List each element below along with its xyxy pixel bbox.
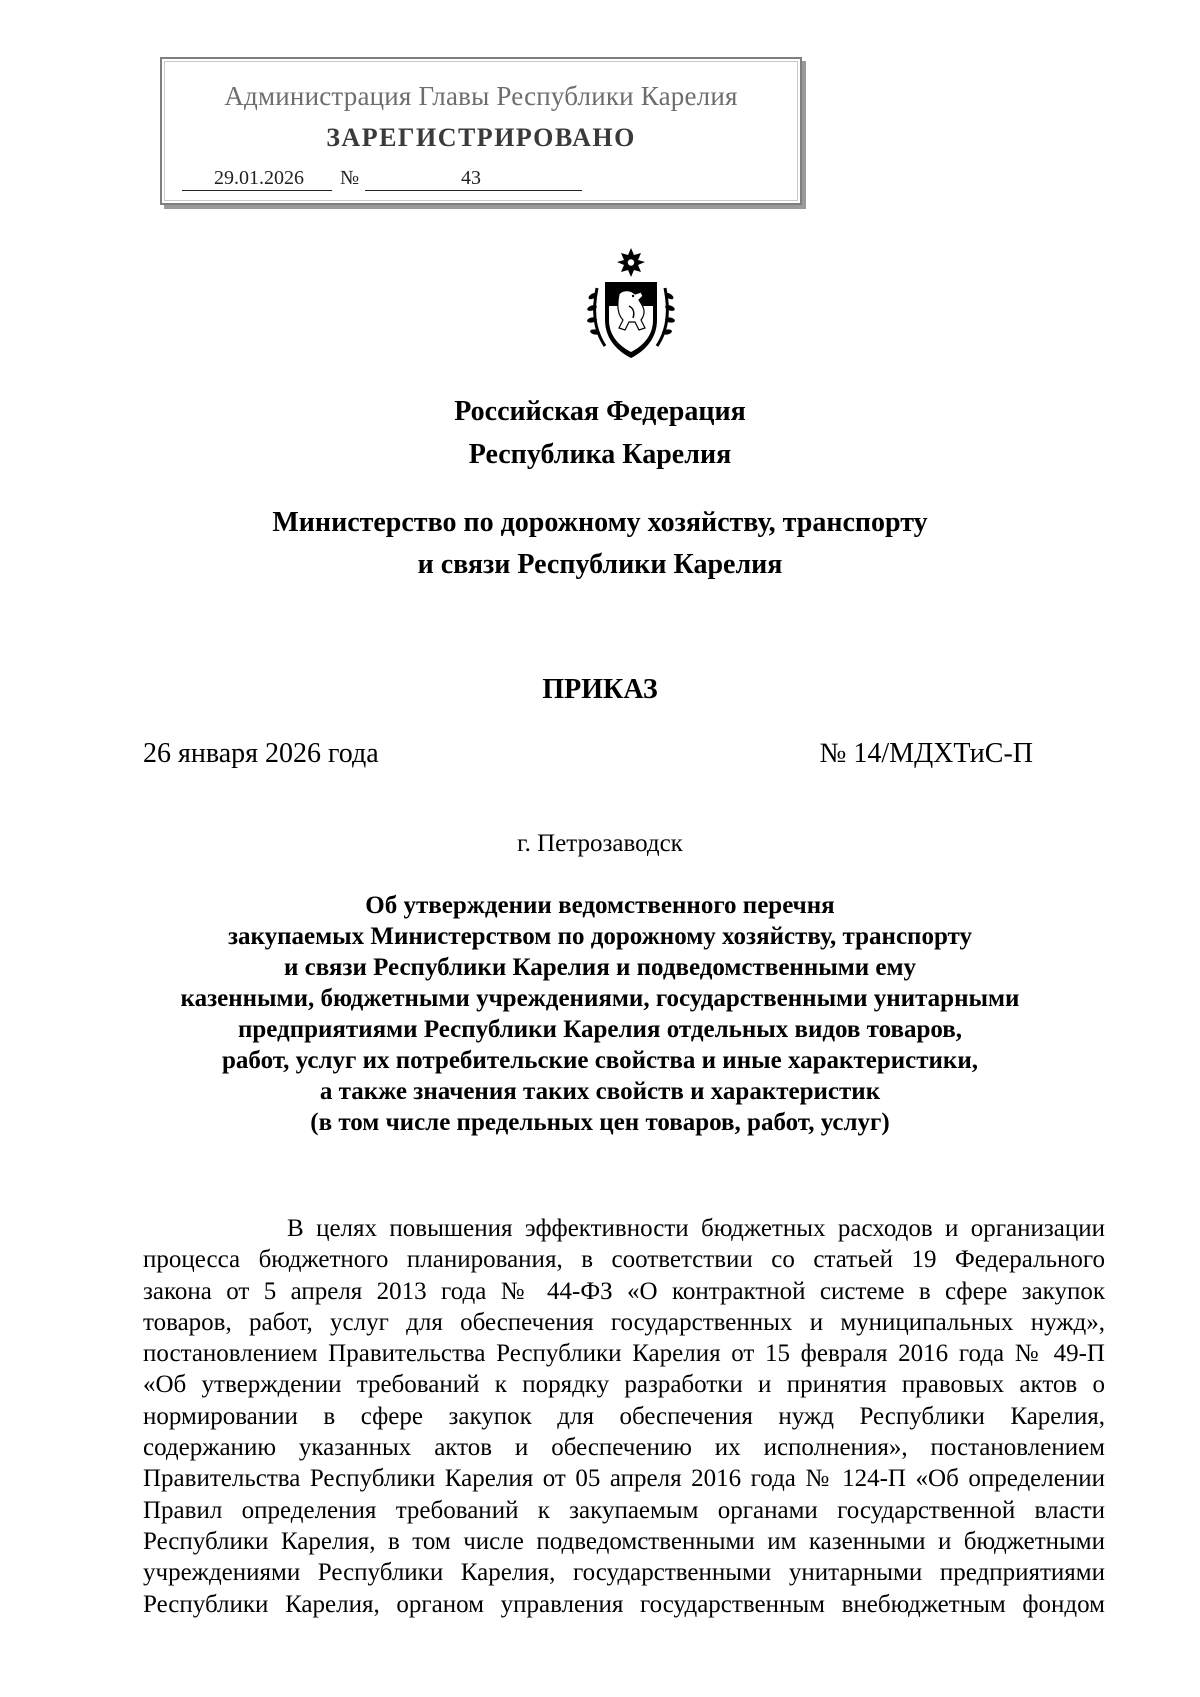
title-line: работ, услуг их потребительские свойства и иные характеристики, xyxy=(222,1047,978,1074)
title-line: предприятиями Республики Карелия отдельных видов товаров, xyxy=(237,1016,963,1043)
republic-heading: Республика Карелия xyxy=(468,439,732,470)
order-title xyxy=(0,890,1200,1138)
body-paragraph xyxy=(143,1213,1105,1620)
body-line: Правил определения требований к закупаемым органами государственной власти xyxy=(143,1496,1105,1524)
title-line: закупаемых Министерством по дорожному хозяйству, транспорту xyxy=(228,923,972,950)
body-line: постановлением Правительства Республики Карелия от 15 февраля 2016 года № 49-П xyxy=(143,1340,1105,1368)
coat-of-arms-icon xyxy=(585,248,677,366)
city: г. Петрозаводск xyxy=(517,830,683,857)
stamp-number-underline xyxy=(365,190,582,191)
body-line: «Об утверждении требований к порядку разработки и принятия правовых актов о xyxy=(143,1371,1105,1399)
title-line: и связи Республики Карелия и подведомственными ему xyxy=(283,954,917,981)
stamp-date: 29.01.2026 xyxy=(214,167,304,189)
stamp-date-underline xyxy=(182,190,332,191)
stamp-organization: Администрация Главы Республики Карелия xyxy=(224,81,738,111)
country-heading: Российская Федерация xyxy=(454,396,746,427)
order-number: № 14/МДХТиС-П xyxy=(819,738,1033,769)
stamp-status: ЗАРЕГИСТРИРОВАНО xyxy=(326,123,636,152)
body-line: нормировании в сфере закупок для обеспечения нужд Республики Карелия, xyxy=(143,1402,1105,1430)
registration-stamp xyxy=(160,57,802,205)
title-line: (в том числе предельных цен товаров, работ, услуг) xyxy=(310,1109,890,1136)
body-line: процесса бюджетного планирования, в соответствии со статьей 19 Федерального xyxy=(143,1246,1105,1274)
ministry-heading-line2: и связи Республики Карелия xyxy=(417,549,783,580)
stamp-number: 43 xyxy=(461,167,481,189)
body-line: Правительства Республики Карелия от 05 апреля 2016 года № 124-П «Об определении xyxy=(143,1465,1105,1493)
stamp-registration-line xyxy=(182,167,782,193)
ministry-heading-line1: Министерство по дорожному хозяйству, транспорту xyxy=(272,507,928,538)
body-line: содержанию указанных актов и обеспечению их исполнения», постановлением xyxy=(143,1434,1105,1462)
title-line: казенными, бюджетными учреждениями, государственными унитарными xyxy=(180,985,1020,1012)
body-line: товаров, работ, услуг для обеспечения государственных и муниципальных нужд», xyxy=(143,1308,1105,1336)
order-date: 26 января 2026 года xyxy=(143,738,379,769)
stamp-number-label: № xyxy=(340,167,360,189)
body-line: учреждениями Республики Карелия, государственными унитарными предприятиями xyxy=(143,1559,1105,1587)
star-icon xyxy=(617,248,645,277)
title-line: Об утверждении ведомственного перечня xyxy=(365,892,835,919)
body-line: Республики Карелия, в том числе подведомственными им казенными и бюджетными xyxy=(143,1527,1105,1555)
body-line: Республики Карелия, органом управления государственным внебюджетным фондом xyxy=(143,1590,1105,1618)
body-line: В целях повышения эффективности бюджетных расходов и организации xyxy=(287,1215,1105,1242)
doc-type-heading: ПРИКАЗ xyxy=(542,674,658,705)
title-line: а также значения таких свойств и характеристик xyxy=(319,1078,881,1105)
body-line: закона от 5 апреля 2013 года № 44-ФЗ «О контрактной системе в сфере закупок xyxy=(143,1277,1105,1305)
